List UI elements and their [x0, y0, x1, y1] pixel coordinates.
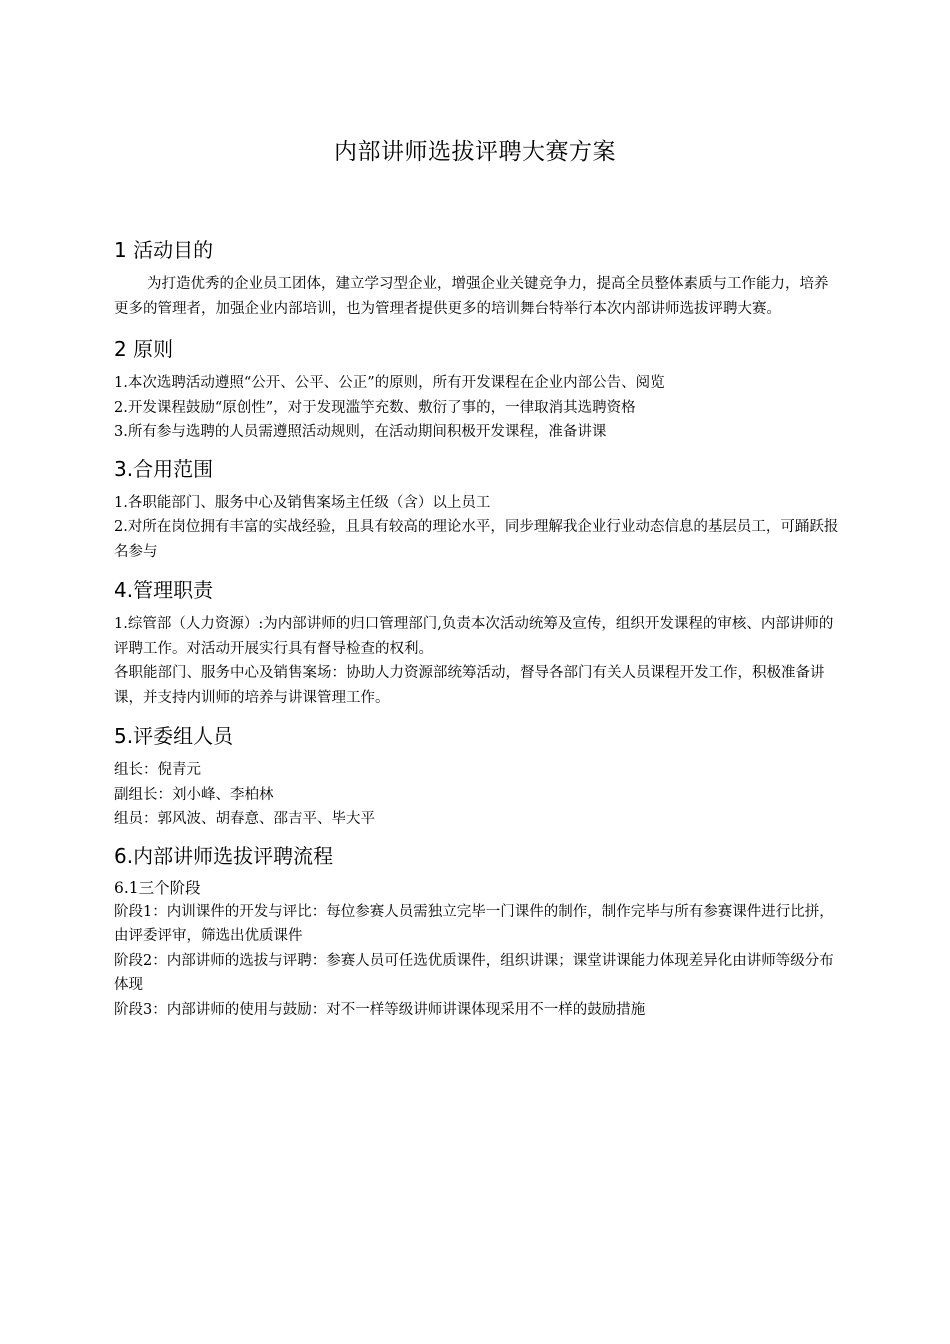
- section-paragraph: 为打造优秀的企业员工团体，建立学习型企业，增强企业关键竞争力，提高全员整体素质与工作能力，培养更多的管理者，加强企业内部培训，也为管理者提供更多的培训舞台特举行本次内部讲师选拔评聘大赛。: [114, 276, 829, 317]
- stage-item: 阶段2：内部讲师的选拔与评聘：参赛人员可任选优质课件，组织讲课；课堂讲课能力体现差异化由讲师等级分布体现: [114, 952, 834, 993]
- responsibility-item: 各职能部门、服务中心及销售案场：协助人力资源部统筹活动，督导各部门有关人员课程开发工作，积极准备讲课，并支持内训师的培养与讲课管理工作。: [114, 665, 825, 706]
- judge-item: 组员：郭风波、胡春意、邵吉平、毕大平: [114, 811, 375, 827]
- section-purpose: [114, 236, 840, 321]
- principle-item: 2.开发课程鼓励“原创性”，对于发现滥竽充数、敷衍了事的，一律取消其选聘资格: [114, 399, 636, 416]
- section-judges: [114, 722, 840, 832]
- document-body: [114, 236, 840, 1022]
- section-principles: [114, 335, 840, 445]
- stage-item: 阶段3：内部讲师的使用与鼓励：对不一样等级讲师讲课体现采用不一样的鼓励措施: [114, 1001, 646, 1018]
- section-responsibilities: [114, 576, 840, 710]
- section-heading: 4.管理职责: [114, 578, 214, 602]
- document-title: 内部讲师选拔评聘大赛方案: [334, 139, 616, 165]
- stage-item: 阶段1：内训课件的开发与评比：每位参赛人员需独立完毕一门课件的制作，制作完毕与所有参赛课件进行比拼，由评委评审，筛选出优质课件: [114, 903, 834, 944]
- section-heading: 5.评委组人员: [114, 724, 234, 748]
- section-heading: 6.内部讲师选拔评聘流程: [114, 843, 334, 868]
- section-process: [114, 842, 840, 1023]
- principle-item: 1.本次选聘活动遵照“公开、公平、公正”的原则，所有开发课程在企业内部公告、阅览: [114, 375, 665, 391]
- scope-item: 2.对所在岗位拥有丰富的实战经验，且具有较高的理论水平，同步理解我企业行业动态信息的基层员工，可踊跃报名参与: [114, 519, 839, 560]
- judge-item: 组长：倪青元: [114, 762, 201, 778]
- subsection-heading: 6.1三个阶段: [114, 878, 201, 897]
- section-heading: 1 活动目的: [114, 238, 214, 262]
- judge-item: 副组长：刘小峰、李柏林: [114, 786, 274, 803]
- responsibility-item: 1.综管部（人力资源）:为内部讲师的归口管理部门,负责本次活动统筹及宣传，组织开发课程的审核、内部讲师的评聘工作。对活动开展实行具有督导检查的权利。: [114, 616, 834, 657]
- principle-item: 3.所有参与选聘的人员需遵照活动规则，在活动期间积极开发课程，准备讲课: [114, 424, 607, 440]
- scope-item: 1.各职能部门、服务中心及销售案场主任级（含）以上员工: [114, 494, 491, 511]
- section-heading: 3.合用范围: [114, 456, 214, 481]
- section-scope: [114, 455, 840, 565]
- section-heading: 2 原则: [114, 337, 174, 361]
